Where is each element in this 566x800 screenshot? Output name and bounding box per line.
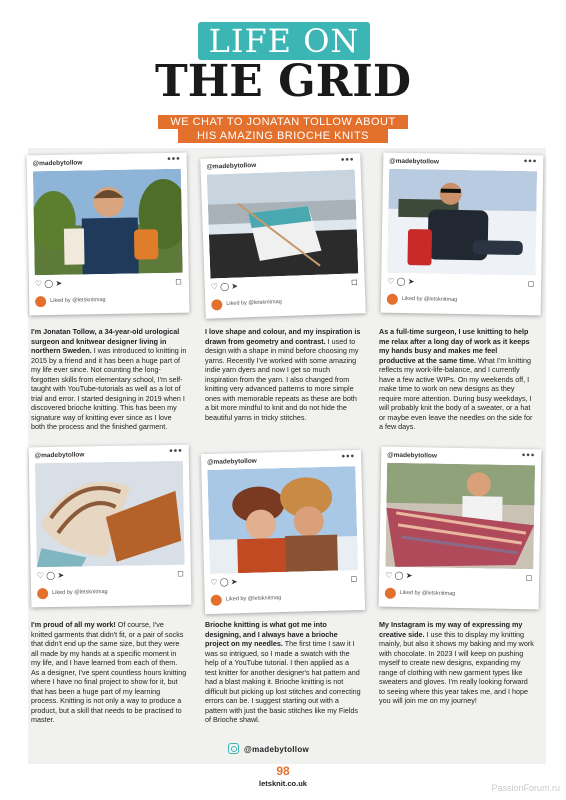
- paragraph-4-body: Of course, I've knitted garments that didn't fit, or a pair of socks that didn't end up the same size, but they were all made by my hands at a specific moment in my life, and I have learned from each of them. As a designer, I've spent countless hours knitting where I have no final project to show for it, but that has been a huge part of my learning process. Knitting is not only a way to produce a product, but a skill that needs to be practised to master.: [31, 620, 187, 724]
- liked-by: Liked by @letsknitmag: [399, 589, 456, 597]
- paragraph-1: [31, 327, 187, 432]
- avatar: [37, 588, 48, 599]
- instagram-post-2: [200, 153, 365, 318]
- paragraph-4-lead: I'm proud of all my work!: [31, 620, 116, 629]
- paragraph-1-body: I was introduced to knitting in 2015 by a friend and it has been a huge part of my life ever since. Not counting the long-forgotten skills from elementary school, I'm self-taught with YouTube-tutorials as well as a lot of trial and error. I started designing in 2019 when I discovered brioche knitting. This has been my signature way of knitting ever since as I love both the process and the finished garment.: [31, 346, 187, 431]
- more-options-icon[interactable]: •••: [167, 153, 181, 165]
- paragraph-3-lead: As a full-time surgeon, I use knitting to help me relax after a long day of work as it keeps my hands busy and makes me feel productive at the same time.: [379, 327, 530, 365]
- more-options-icon[interactable]: •••: [523, 156, 538, 168]
- more-options-icon[interactable]: •••: [521, 450, 536, 462]
- photo-brioche-shawl: [385, 463, 535, 570]
- post-handle: @madebytollow: [34, 451, 85, 460]
- post-actions[interactable]: ♡ ◯ ➤: [385, 570, 413, 581]
- post-actions[interactable]: ♡ ◯ ➤: [387, 276, 415, 287]
- post-handle: @madebytollow: [206, 161, 257, 171]
- bookmark-icon[interactable]: ◻: [350, 277, 358, 287]
- photo-knitted-hats: [35, 461, 185, 568]
- bookmark-icon[interactable]: ◻: [525, 573, 533, 583]
- subtitle-line-1: WE CHAT TO JONATAN TOLLOW ABOUT: [158, 115, 408, 129]
- post-handle: @madebytollow: [207, 457, 257, 466]
- paragraph-5-lead: Brioche knitting is what got me into designing, and I always have a brioche project on my needles.: [205, 620, 338, 648]
- instagram-post-5: [201, 450, 365, 614]
- post-actions[interactable]: ♡ ◯ ➤: [36, 570, 65, 581]
- paragraph-4: [31, 620, 187, 725]
- post-actions[interactable]: ♡ ◯ ➤: [34, 278, 63, 289]
- watermark: PassionForum.ru: [491, 783, 560, 793]
- post-actions[interactable]: ♡ ◯ ➤: [210, 281, 239, 292]
- instagram-post-3: [381, 153, 544, 316]
- title-line-1: LIFE ON: [198, 22, 370, 60]
- avatar: [35, 296, 46, 307]
- instagram-post-1: [27, 153, 190, 316]
- post-actions[interactable]: ♡ ◯ ➤: [210, 577, 238, 587]
- paragraph-3-body: What I'm knitting reflects my work-life-balance, and I currently have a few active WIPs. On my weekends off, I make time to work on new designs as they require more attention. During busy weekdays, I will probably knit the body of a sweater, or a hat or maybe even leave the needles on the side for a few days.: [379, 355, 533, 431]
- bookmark-icon[interactable]: ◻: [177, 568, 184, 578]
- paragraph-2-body: I used to design with a shape in mind before choosing my yarns. Recently I've worked with some amazing indie yarn dyers and now I get so much inspiration from the yarn. I also changed from knitting very advanced patterns to more simple ones with memorable repeats as these are both a bit more mindful to knit and do not hide the beautiful yarns in tricky stitches.: [205, 336, 359, 422]
- avatar: [211, 299, 222, 310]
- more-options-icon[interactable]: •••: [340, 154, 355, 166]
- paragraph-6: [379, 620, 535, 706]
- more-options-icon[interactable]: •••: [341, 451, 356, 463]
- post-handle: @madebytollow: [387, 451, 438, 460]
- paragraph-5-body: The first time I saw it I was so intrigued, so I made a swatch with the help of a YouTube tutorial. I then applied as a test knitter for another designer's hat pattern and had a blast making it. Brioche knitting is not difficult but picking up lost stitches and correcting errors can be. I suggest starting out with a pattern with just the basic stitches like my Fields of Brioche shawl.: [205, 639, 361, 724]
- liked-by: Liked by @letsknitmag: [52, 589, 108, 597]
- instagram-post-6: [379, 447, 542, 610]
- photo-portrait-outdoors: [33, 169, 183, 276]
- paragraph-1-lead: I'm Jonatan Tollow, a 34-year-old urological surgeon and knitwear designer living in northern Sweden.: [31, 327, 180, 355]
- title-line-2: THE GRID: [154, 56, 412, 107]
- paragraph-2-lead: I love shape and colour, and my inspiration is drawn from geometry and contrast.: [205, 327, 361, 346]
- liked-by: Liked by @letsknitmag: [226, 299, 282, 308]
- photo-couple-in-hats: [207, 466, 358, 574]
- liked-by: Liked by @letsknitmag: [401, 295, 458, 303]
- more-options-icon[interactable]: •••: [169, 445, 183, 457]
- liked-by: Liked by @letsknitmag: [50, 297, 106, 305]
- bookmark-icon[interactable]: ◻: [527, 279, 535, 289]
- paragraph-3: [379, 327, 535, 432]
- instagram-handle-text: @madebytollow: [244, 745, 310, 754]
- paragraph-5: [205, 620, 361, 725]
- instagram-post-4: [29, 445, 192, 608]
- liked-by: Liked by @letsknitmag: [225, 595, 282, 603]
- photo-knitting-in-car: [207, 169, 359, 278]
- paragraph-6-body: I use this to display my knitting mainly, but also it shows my baking and my work with chocolate. In 2023 I will keep on pushing myself to create new designs, expanding my range of clothing with new garment types like sweaters and gloves. I'm really looking forward to seeing where this year takes me, and I hope you will join me on my journey!: [379, 629, 534, 705]
- subtitle-line-2: HIS AMAZING BRIOCHE KNITS: [178, 129, 388, 143]
- post-handle: @madebytollow: [389, 157, 440, 166]
- avatar: [211, 595, 222, 606]
- avatar: [385, 588, 396, 599]
- instagram-icon: [228, 743, 239, 754]
- page-number: 98: [276, 764, 290, 778]
- instagram-handle[interactable]: [228, 743, 309, 754]
- bookmark-icon[interactable]: ◻: [175, 276, 182, 286]
- bookmark-icon[interactable]: ◻: [350, 574, 358, 584]
- post-handle: @madebytollow: [32, 159, 83, 168]
- paragraph-6-lead: My Instagram is my way of expressing my creative side.: [379, 620, 523, 639]
- avatar: [387, 294, 398, 305]
- site-url: letsknit.co.uk: [259, 779, 307, 788]
- photo-knitting-in-snow: [387, 169, 537, 276]
- paragraph-2: [205, 327, 361, 422]
